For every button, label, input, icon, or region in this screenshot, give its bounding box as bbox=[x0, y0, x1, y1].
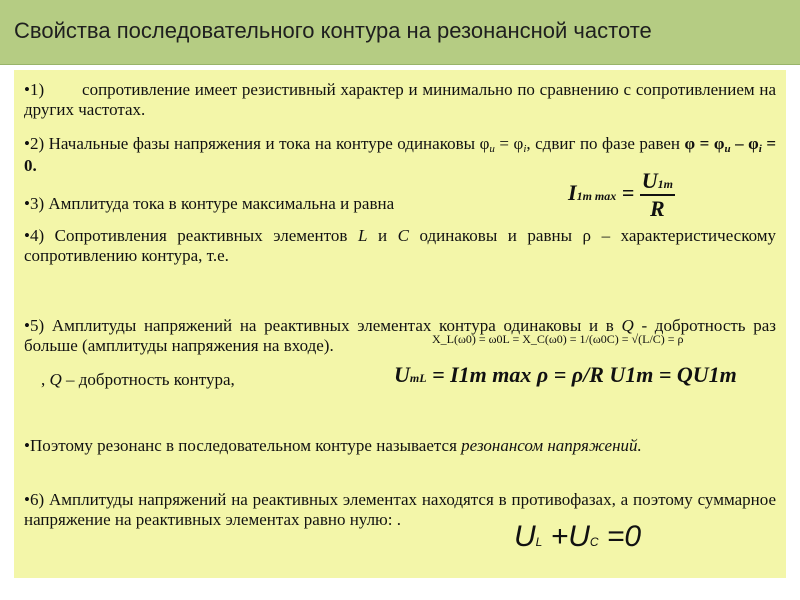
item-3-marker: •3) bbox=[24, 194, 45, 213]
slide-title: Свойства последовательного контура на резонансной частоте bbox=[14, 18, 652, 43]
item-4-marker: •4) bbox=[24, 226, 45, 245]
formula-sum: UL +UC =0 bbox=[514, 520, 642, 553]
item-2-marker: •2) bbox=[24, 134, 45, 153]
title-bar bbox=[0, 0, 800, 65]
item-5: •5) Амплитуды напряжений на реактивных элементах контура одинаковы и в Q - добротность раз больше (амплитуды напряжения на входе). bbox=[24, 316, 777, 355]
item-2-text: Начальные фазы напряжения и тока на контуре одинаковы bbox=[48, 134, 476, 153]
item-1-text: сопротивление имеет резистивный характер и минимально по сравнению с сопротивлением на других частотах. bbox=[24, 80, 776, 119]
formula-x: X_L(ω0) = ω0L = X_C(ω0) = 1/(ω0C) = √(L/C) = ρ bbox=[432, 332, 684, 346]
formula-uml: UmL = I1m max ρ = ρ/R U1m = QU1m bbox=[394, 362, 737, 387]
formula-imax: I1m max = $\frac{U1m}{R}$ bbox=[568, 168, 674, 221]
slide-content bbox=[14, 70, 786, 578]
phi-u: φu = φi bbox=[479, 134, 527, 155]
item-1 bbox=[24, 80, 776, 120]
item-1-marker: •1) bbox=[24, 80, 45, 99]
item-4: •4) Сопротивления реактивных элементов L и C одинаковы и равны ρ – характеристическому сопротивлению контура, т.е. bbox=[24, 226, 777, 265]
item-5-marker: •5) bbox=[24, 316, 45, 335]
item-5-text: Амплитуды напряжений на реактивных элементах контура одинаковы и в bbox=[51, 316, 614, 335]
item-resonance: •Поэтому резонанс в последовательном контуре называется резонансом напряжений. bbox=[24, 436, 642, 455]
item-5b: , Q – добротность контура, bbox=[41, 370, 235, 389]
item-4-text: Сопротивления реактивных элементов bbox=[54, 226, 348, 245]
item-6: •6) Амплитуды напряжений на реактивных элементах находятся в противофазах, а поэтому суммарное напряжение на реактивных элементах равно нулю: . bbox=[24, 490, 776, 529]
item-3-text: Амплитуда тока в контуре максимальна и равна bbox=[48, 194, 395, 213]
phase-formula: φ = φu – φi = 0. bbox=[24, 134, 776, 175]
item-4-cont: одинаковы и равны ρ – характеристическому сопротивлению контура, т.е. bbox=[24, 226, 777, 265]
item-3 bbox=[24, 194, 534, 214]
item-5-cont: - добротность раз больше (амплитуды напряжения на входе). bbox=[24, 316, 777, 355]
item-2-cont: , сдвиг по фазе равен bbox=[526, 134, 681, 153]
